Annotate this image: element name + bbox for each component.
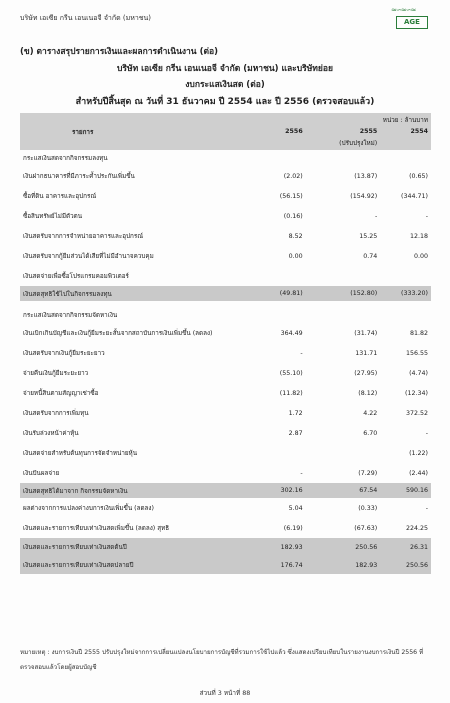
row-value bbox=[242, 307, 306, 323]
row-value: - bbox=[374, 212, 378, 220]
row-value: (152.80) bbox=[306, 286, 381, 301]
row-value: 176.74 bbox=[242, 556, 306, 574]
row-value: 224.25 bbox=[405, 524, 428, 532]
row-label: เงินสดสุทธิใช้ไปในกิจกรรมลงทุน bbox=[20, 286, 242, 301]
unit-label: หน่วย : ล้านบาท bbox=[306, 113, 431, 125]
table-row bbox=[20, 463, 431, 483]
row-label: เงินสดจ่ายเพื่อซื้อโปรแกรมคอมพิวเตอร์ bbox=[23, 273, 129, 280]
total-row bbox=[20, 538, 431, 556]
year-column-header: 2555 bbox=[306, 125, 381, 138]
row-value: 15.25 bbox=[359, 232, 378, 240]
row-label: กระแสเงินสดจากกิจกรรมจัดหาเงิน bbox=[23, 312, 118, 319]
table-row bbox=[20, 518, 431, 538]
table-row bbox=[20, 206, 431, 226]
row-value: 2.87 bbox=[288, 429, 303, 437]
row-value: (31.74) bbox=[354, 329, 378, 337]
statement-company-title: บริษัท เอเซีย กรีน เอนเนอจี จำกัด (มหาชน) และบริษัทย่อย bbox=[117, 64, 333, 74]
row-label: เงินสดสุทธิได้มาจาก กิจกรรมจัดหาเงิน bbox=[20, 483, 242, 498]
restated-label: (ปรับปรุงใหม่) bbox=[306, 138, 381, 150]
table-row bbox=[20, 246, 431, 266]
row-value bbox=[306, 266, 381, 286]
row-label: เงินฝากธนาคารที่มีภาระค้ำประกันเพิ่มขึ้น bbox=[23, 173, 135, 180]
row-value: 364.49 bbox=[280, 329, 303, 337]
row-value bbox=[306, 443, 381, 463]
table-row bbox=[20, 423, 431, 443]
row-value: (8.12) bbox=[358, 389, 378, 397]
table-row bbox=[20, 403, 431, 423]
row-value: 156.55 bbox=[405, 349, 428, 357]
year-column-header: 2554 bbox=[380, 125, 431, 138]
row-value bbox=[380, 266, 431, 286]
row-value: (56.15) bbox=[279, 192, 303, 200]
row-value: 182.93 bbox=[242, 538, 306, 556]
statement-period: สำหรับปีสิ้นสุด ณ วันที่ 31 ธันวาคม ปี 2554 และ ปี 2556 (ตรวจสอบแล้ว) bbox=[75, 97, 375, 107]
row-label: เงินรับล่วงหน้าค่าหุ้น bbox=[23, 430, 79, 437]
item-column-header: รายการ bbox=[20, 125, 242, 138]
row-value: (4.74) bbox=[409, 369, 428, 377]
row-value bbox=[306, 307, 381, 323]
row-label: เงินสดรับจากเงินกู้ยืมระยะยาว bbox=[23, 350, 105, 357]
year-column-header: 2556 bbox=[242, 125, 306, 138]
row-value: (7.29) bbox=[358, 469, 378, 477]
footnote: หมายเหตุ : งบการเงินปี 2555 ปรับปรุงใหม่จากการเปลี่ยนแปลงนโยบายการบัญชีที่รวมการใช้ไปแล้ว ซึ่งแสดงเปรียบเทียบในรายงานงบการเงินปี 2556 ที่ตรวจสอบแล้วโดยผู้สอบบัญชี bbox=[20, 649, 424, 671]
row-label: เงินสดจ่ายสำหรับต้นทุนการจัดจำหน่ายหุ้น bbox=[23, 450, 138, 457]
row-value: 250.56 bbox=[380, 556, 431, 574]
row-label: จ่ายหนี้สินตามสัญญาเช่าซื้อ bbox=[23, 390, 99, 397]
row-value bbox=[306, 150, 381, 166]
row-label: เงินสดรับจากการจำหน่ายอาคารและอุปกรณ์ bbox=[23, 233, 144, 240]
table-header-row bbox=[20, 113, 431, 125]
total-row bbox=[20, 556, 431, 574]
row-value: 0.00 bbox=[413, 252, 428, 260]
row-value bbox=[242, 266, 306, 286]
row-value: 81.82 bbox=[409, 329, 428, 337]
row-value: 67.54 bbox=[306, 483, 381, 498]
row-label: เงินเบิกเกินบัญชีและเงินกู้ยืมระยะสั้นจากสถาบันการเงินเพิ่มขึ้น (ลดลง) bbox=[23, 330, 213, 337]
row-value: 0.00 bbox=[288, 252, 303, 260]
total-row bbox=[20, 483, 431, 498]
row-value: (154.92) bbox=[350, 192, 378, 200]
row-label: เงินสดและรายการเทียบเท่าเงินสดต้นปี bbox=[20, 538, 242, 556]
row-value: (49.81) bbox=[242, 286, 306, 301]
row-label: เงินสดรับจากการเพิ่มทุน bbox=[23, 410, 89, 417]
table-header-row bbox=[20, 125, 431, 138]
row-value: (12.34) bbox=[405, 389, 428, 397]
row-label: จ่ายคืนเงินกู้ยืมระยะยาว bbox=[23, 370, 89, 377]
row-value: 0.74 bbox=[363, 252, 378, 260]
row-value bbox=[242, 443, 306, 463]
table-row bbox=[20, 363, 431, 383]
table-row bbox=[20, 323, 431, 343]
row-label: เงินสดและรายการเทียบเท่าเงินสดเพิ่มขึ้น (ลดลง) สุทธิ bbox=[23, 525, 170, 532]
table-row bbox=[20, 443, 431, 463]
table-row bbox=[20, 343, 431, 363]
company-logo bbox=[391, 6, 431, 28]
statement-title: งบกระแสเงินสด (ต่อ) bbox=[185, 80, 265, 90]
row-value: 590.16 bbox=[380, 483, 431, 498]
table-row bbox=[20, 186, 431, 206]
row-value: 26.31 bbox=[380, 538, 431, 556]
logo-text: AGE bbox=[396, 16, 428, 29]
row-value: 1.72 bbox=[288, 409, 303, 417]
logo-wave-icon: ≈∽≈∽≈ bbox=[391, 6, 416, 14]
row-label: ผลต่างจากการแปลงค่างบการเงินเพิ่มขึ้น (ลดลง) bbox=[23, 505, 154, 512]
row-label: ซื้อที่ดิน อาคารและอุปกรณ์ bbox=[23, 193, 97, 200]
row-value: 131.71 bbox=[355, 349, 378, 357]
table-row bbox=[20, 498, 431, 518]
row-value: - bbox=[425, 429, 428, 437]
row-value: (11.82) bbox=[279, 389, 303, 397]
row-value: 250.56 bbox=[306, 538, 381, 556]
row-label: เงินสดและรายการเทียบเท่าเงินสดปลายปี bbox=[20, 556, 242, 574]
row-value: - bbox=[425, 212, 428, 220]
table-header-row bbox=[20, 138, 431, 150]
section-row bbox=[20, 307, 431, 323]
table-row bbox=[20, 383, 431, 403]
row-label: เงินสดรับจากกู้ยืมส่วนได้เสียที่ไม่มีอำนาจควบคุม bbox=[23, 253, 154, 260]
row-value: (0.33) bbox=[358, 504, 378, 512]
cash-flow-table bbox=[20, 113, 431, 574]
row-value: 4.22 bbox=[363, 409, 378, 417]
row-value: 182.93 bbox=[306, 556, 381, 574]
row-value: 8.52 bbox=[288, 232, 303, 240]
row-value: 372.52 bbox=[405, 409, 428, 417]
row-label: เงินปันผลจ่าย bbox=[23, 470, 60, 477]
row-value: - bbox=[300, 349, 303, 357]
row-label: ซื้อสินทรัพย์ไม่มีตัวตน bbox=[23, 213, 83, 220]
row-value: (344.71) bbox=[401, 192, 428, 200]
row-value bbox=[380, 150, 431, 166]
page-number: ส่วนที่ 3 หน้าที่ 88 bbox=[199, 689, 251, 697]
row-value: 6.70 bbox=[363, 429, 378, 437]
row-value: 302.16 bbox=[242, 483, 306, 498]
row-value: 5.04 bbox=[288, 504, 303, 512]
row-value: (2.02) bbox=[283, 172, 303, 180]
company-name-header: บริษัท เอเซีย กรีน เอนเนอจี จำกัด (มหาชน) bbox=[20, 14, 152, 22]
section-row bbox=[20, 150, 431, 166]
row-value: - bbox=[300, 469, 303, 477]
row-value: (27.95) bbox=[354, 369, 378, 377]
section-title: (ข) ตารางสรุปรายการเงินและผลการดำเนินงาน (ต่อ) bbox=[20, 47, 218, 57]
row-value: (6.19) bbox=[283, 524, 303, 532]
row-value: (2.44) bbox=[409, 469, 428, 477]
row-value bbox=[242, 150, 306, 166]
row-value: (1.22) bbox=[409, 449, 428, 457]
row-value: (0.65) bbox=[409, 172, 428, 180]
table-row bbox=[20, 166, 431, 186]
row-value: (0.16) bbox=[283, 212, 303, 220]
row-value: (333.20) bbox=[380, 286, 431, 301]
row-value: 12.18 bbox=[409, 232, 428, 240]
row-value: - bbox=[425, 504, 428, 512]
row-value: (55.10) bbox=[279, 369, 303, 377]
row-label: กระแสเงินสดจากกิจกรรมลงทุน bbox=[23, 155, 108, 162]
table-row bbox=[20, 266, 431, 286]
row-value: (13.87) bbox=[354, 172, 378, 180]
table-row bbox=[20, 226, 431, 246]
total-row bbox=[20, 286, 431, 301]
row-value bbox=[380, 307, 431, 323]
row-value: (67.63) bbox=[354, 524, 378, 532]
